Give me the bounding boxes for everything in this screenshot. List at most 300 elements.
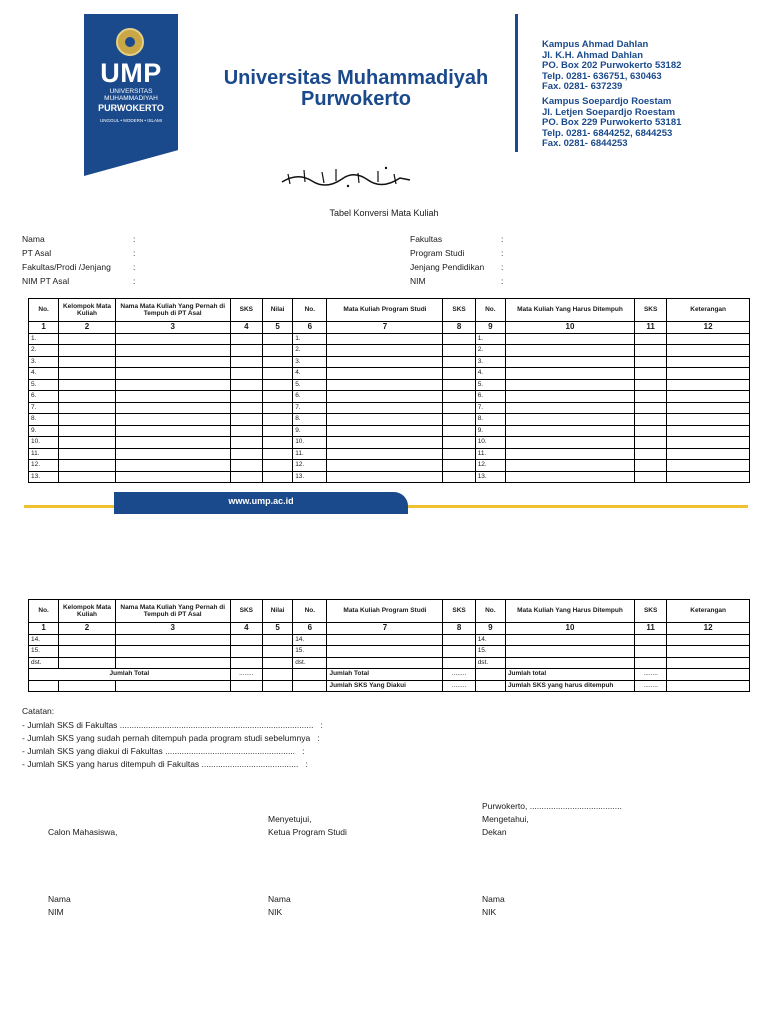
note-item: - Jumlah SKS di Fakultas .................................................................................. :	[22, 720, 323, 730]
logo-tagline: UNGGUL • MODERN • ISLAMI	[100, 118, 162, 123]
info-label: Jenjang Pendidikan	[410, 262, 485, 272]
table1-body	[29, 322, 750, 483]
table-cell	[59, 333, 115, 345]
table-cell	[59, 634, 115, 646]
table-cell	[635, 471, 667, 483]
table-cell	[635, 345, 667, 357]
table-cell	[327, 657, 443, 669]
table-cell	[327, 471, 443, 483]
campus1-line: Jl. K.H. Ahmad Dahlan	[542, 49, 643, 61]
logo-subtitle: UNIVERSITAS MUHAMMADIYAH	[104, 88, 158, 102]
table-cell	[505, 345, 634, 357]
table-cell	[262, 368, 292, 380]
table2-body	[29, 623, 750, 669]
signer3-pre: Mengetahui,	[482, 814, 529, 824]
table-row	[29, 402, 750, 414]
row-number: 11.	[293, 448, 327, 460]
table-row	[29, 368, 750, 380]
column-number: 6	[293, 322, 327, 334]
info-sep: :	[133, 248, 136, 258]
empty-cell	[59, 680, 115, 692]
table-cell	[262, 634, 292, 646]
table-cell	[443, 425, 475, 437]
table-cell	[262, 646, 292, 658]
row-number: 14.	[29, 634, 59, 646]
table-cell	[327, 634, 443, 646]
jumlah-total-label: Jumlah Total	[29, 669, 231, 681]
row-number: 6.	[293, 391, 327, 403]
row-number: 7.	[293, 402, 327, 414]
table-row	[29, 646, 750, 658]
table-cell	[443, 634, 475, 646]
sks-diakui-dots: ........	[443, 680, 475, 692]
table-cell	[262, 414, 292, 426]
info-sep: :	[133, 262, 136, 272]
column-number: 2	[59, 623, 115, 635]
row-number: 5.	[475, 379, 505, 391]
table-cell	[59, 646, 115, 658]
info-label: Nama	[22, 234, 45, 244]
row-number: 10.	[293, 437, 327, 449]
table-row	[29, 379, 750, 391]
table-cell	[505, 460, 634, 472]
column-number: 3	[115, 623, 230, 635]
row-number: 3.	[29, 356, 59, 368]
table-cell	[505, 402, 634, 414]
table-cell	[262, 437, 292, 449]
table-cell	[115, 657, 230, 669]
signer2-name: Nama	[268, 894, 291, 904]
signer2-role: Ketua Program Studi	[268, 827, 347, 837]
column-number: 6	[293, 623, 327, 635]
column-number: 1	[29, 322, 59, 334]
table-cell	[230, 356, 262, 368]
table-cell	[262, 379, 292, 391]
col-header: Kelompok Mata Kuliah	[59, 299, 115, 322]
row-number: dst.	[29, 657, 59, 669]
table-cell	[59, 402, 115, 414]
table-cell	[115, 414, 230, 426]
info-sep: :	[501, 248, 504, 258]
empty-cell	[262, 680, 292, 692]
table-cell	[443, 437, 475, 449]
table-cell	[115, 402, 230, 414]
empty-cell	[475, 669, 505, 681]
row-number: 9.	[475, 425, 505, 437]
col-header: No.	[29, 600, 59, 623]
table-cell	[505, 657, 634, 669]
column-number: 12	[667, 623, 750, 635]
table-cell	[667, 402, 750, 414]
notes-heading: Catatan:	[22, 706, 55, 716]
signer3-role: Dekan	[482, 827, 507, 837]
row-number: 14.	[475, 634, 505, 646]
row-number: 8.	[293, 414, 327, 426]
table-cell	[115, 333, 230, 345]
column-number-row	[29, 322, 750, 334]
column-number: 9	[475, 322, 505, 334]
table-cell	[505, 634, 634, 646]
column-number: 12	[667, 322, 750, 334]
jumlah-sks-harus-label: Jumlah SKS yang harus ditempuh	[505, 680, 634, 692]
table-cell	[115, 391, 230, 403]
table-cell	[635, 356, 667, 368]
table-cell	[667, 414, 750, 426]
table-cell	[262, 333, 292, 345]
col-header: SKS	[635, 600, 667, 623]
table-cell	[635, 646, 667, 658]
info-sep: :	[501, 276, 504, 286]
table-cell	[262, 356, 292, 368]
table-row	[29, 425, 750, 437]
table-cell	[635, 448, 667, 460]
row-number: 4.	[475, 368, 505, 380]
table-cell	[505, 425, 634, 437]
info-label: PT Asal	[22, 248, 52, 258]
table-cell	[635, 460, 667, 472]
column-number: 3	[115, 322, 230, 334]
col-header: Mata Kuliah Program Studi	[327, 299, 443, 322]
table-cell	[230, 379, 262, 391]
table-cell	[59, 471, 115, 483]
jumlah-total-label: Jumlah Total	[327, 669, 443, 681]
row-number: 10.	[29, 437, 59, 449]
table-cell	[505, 391, 634, 403]
table-cell	[230, 448, 262, 460]
table-cell	[667, 425, 750, 437]
table-cell	[327, 368, 443, 380]
table-cell	[115, 437, 230, 449]
table-cell	[115, 379, 230, 391]
table-cell	[327, 414, 443, 426]
column-number: 4	[230, 623, 262, 635]
total-sks-dots: ........	[443, 669, 475, 681]
table-cell	[505, 448, 634, 460]
campus1-line: Kampus Ahmad Dahlan	[542, 39, 649, 50]
table-cell	[667, 634, 750, 646]
table-cell	[635, 391, 667, 403]
table-cell	[667, 379, 750, 391]
table-row	[29, 391, 750, 403]
header-divider	[515, 14, 518, 152]
column-number: 10	[505, 623, 634, 635]
table-cell	[230, 471, 262, 483]
row-number: 12.	[29, 460, 59, 472]
empty-cell	[293, 680, 327, 692]
row-number: 7.	[29, 402, 59, 414]
row-number: 13.	[475, 471, 505, 483]
table-cell	[667, 356, 750, 368]
empty-cell	[667, 669, 750, 681]
table-cell	[115, 646, 230, 658]
table-cell	[667, 646, 750, 658]
column-number: 10	[505, 322, 634, 334]
col-header: No.	[475, 600, 505, 623]
col-header: No.	[29, 299, 59, 322]
empty-cell	[262, 669, 292, 681]
row-number: 12.	[475, 460, 505, 472]
total-sks-dots: ........	[230, 669, 262, 681]
table-cell	[443, 448, 475, 460]
table-row	[29, 333, 750, 345]
col-header: No.	[293, 299, 327, 322]
campus2-line: PO. Box 229 Purwokerto 53181	[542, 117, 682, 128]
info-label: Fakultas/Prodi /Jenjang	[22, 262, 111, 272]
signer1-role: Calon Mahasiswa,	[48, 827, 118, 837]
row-number: 2.	[475, 345, 505, 357]
table-cell	[327, 391, 443, 403]
campus2-address	[542, 97, 742, 150]
table-cell	[262, 657, 292, 669]
info-label: Fakultas	[410, 234, 443, 244]
table-cell	[230, 345, 262, 357]
table-row	[29, 356, 750, 368]
column-number: 5	[262, 322, 292, 334]
table-cell	[635, 379, 667, 391]
column-number: 11	[635, 322, 667, 334]
table-row	[29, 437, 750, 449]
col-header: Kelompok Mata Kuliah	[59, 600, 115, 623]
table-cell	[327, 437, 443, 449]
table-cell	[667, 391, 750, 403]
empty-cell	[475, 680, 505, 692]
table-cell	[635, 634, 667, 646]
row-number: 6.	[29, 391, 59, 403]
conversion-table-page1	[28, 298, 750, 483]
table-cell	[443, 356, 475, 368]
table-cell	[667, 333, 750, 345]
col-header: SKS	[635, 299, 667, 322]
table-cell	[667, 657, 750, 669]
column-number: 1	[29, 623, 59, 635]
table-cell	[59, 460, 115, 472]
column-number: 11	[635, 623, 667, 635]
sks-summary-row	[29, 680, 750, 692]
row-number: 4.	[29, 368, 59, 380]
column-number: 9	[475, 623, 505, 635]
row-number: 4.	[293, 368, 327, 380]
table-cell	[327, 333, 443, 345]
table-cell	[262, 391, 292, 403]
col-header: SKS	[230, 299, 262, 322]
table-cell	[59, 414, 115, 426]
column-number: 5	[262, 623, 292, 635]
info-label: NIM	[410, 276, 426, 286]
note-item: - Jumlah SKS yang harus ditempuh di Fakultas ......................................... :	[22, 759, 308, 769]
logo-subtitle-city: PURWOKERTO	[98, 103, 164, 113]
empty-cell	[29, 680, 59, 692]
table-cell	[115, 448, 230, 460]
col-header: Keterangan	[667, 600, 750, 623]
total-sks-dots: ........	[635, 669, 667, 681]
empty-cell	[667, 680, 750, 692]
table-cell	[59, 657, 115, 669]
row-number: 2.	[293, 345, 327, 357]
table-row	[29, 345, 750, 357]
row-number: 13.	[29, 471, 59, 483]
info-sep: :	[501, 262, 504, 272]
table-cell	[667, 345, 750, 357]
row-number: 15.	[29, 646, 59, 658]
col-header: SKS	[230, 600, 262, 623]
table-cell	[262, 345, 292, 357]
signer3-id: NIK	[482, 907, 497, 917]
col-header: SKS	[443, 299, 475, 322]
table-cell	[443, 471, 475, 483]
table-cell	[115, 425, 230, 437]
table-cell	[667, 368, 750, 380]
table-cell	[327, 379, 443, 391]
table-cell	[667, 471, 750, 483]
table-cell	[505, 471, 634, 483]
note-item: - Jumlah SKS yang diakui di Fakultas ....................................................... :	[22, 746, 305, 756]
table-cell	[505, 356, 634, 368]
empty-cell	[293, 669, 327, 681]
table-cell	[635, 437, 667, 449]
col-header: Mata Kuliah Yang Harus Ditempuh	[505, 299, 634, 322]
table-cell	[262, 425, 292, 437]
table-cell	[262, 402, 292, 414]
col-header: Nilai	[262, 600, 292, 623]
conversion-table-page2	[28, 599, 750, 692]
campus1-line: Fax. 0281- 637239	[542, 81, 623, 92]
row-number: 3.	[293, 356, 327, 368]
table-cell	[230, 333, 262, 345]
col-header: SKS	[443, 600, 475, 623]
table-cell	[327, 448, 443, 460]
document-title: Tabel Konversi Mata Kuliah	[329, 208, 439, 218]
table-cell	[443, 368, 475, 380]
column-number: 8	[443, 322, 475, 334]
row-number: 7.	[475, 402, 505, 414]
table-cell	[327, 425, 443, 437]
row-number: 9.	[293, 425, 327, 437]
table-cell	[327, 356, 443, 368]
logo-text: UMP	[100, 58, 162, 88]
university-seal-icon	[116, 28, 144, 56]
row-number: 9.	[29, 425, 59, 437]
info-sep: :	[501, 234, 504, 244]
table-cell	[59, 345, 115, 357]
row-number: 11.	[475, 448, 505, 460]
table-cell	[262, 471, 292, 483]
signer2-pre: Menyetujui,	[268, 814, 312, 824]
table-cell	[115, 460, 230, 472]
table-row	[29, 471, 750, 483]
row-number: 5.	[293, 379, 327, 391]
campus2-line: Telp. 0281- 6844252, 6844253	[542, 127, 673, 139]
row-number: 15.	[475, 646, 505, 658]
table-row	[29, 460, 750, 472]
table-cell	[443, 646, 475, 658]
col-header: Keterangan	[667, 299, 750, 322]
column-number: 2	[59, 322, 115, 334]
table-cell	[443, 657, 475, 669]
column-number: 8	[443, 623, 475, 635]
table-row	[29, 657, 750, 669]
signer3-name: Nama	[482, 894, 505, 904]
row-number: 1.	[293, 333, 327, 345]
table-cell	[59, 448, 115, 460]
table-cell	[115, 634, 230, 646]
bismillah-calligraphy-icon	[278, 164, 414, 190]
table-cell	[635, 657, 667, 669]
table-cell	[505, 437, 634, 449]
campus1-address	[542, 40, 742, 93]
table-row	[29, 448, 750, 460]
table-cell	[230, 368, 262, 380]
table-cell	[505, 333, 634, 345]
table-cell	[667, 448, 750, 460]
table-cell	[327, 460, 443, 472]
table-cell	[635, 333, 667, 345]
table-header-row	[29, 299, 750, 322]
table-cell	[230, 414, 262, 426]
col-header: Nilai	[262, 299, 292, 322]
signer1-id: NIM	[48, 907, 64, 917]
row-number: 5.	[29, 379, 59, 391]
row-number: 12.	[293, 460, 327, 472]
campus1-line: PO. Box 202 Purwokerto 53182	[542, 60, 682, 71]
table-cell	[505, 414, 634, 426]
signer2-id: NIK	[268, 907, 283, 917]
info-sep: :	[133, 276, 136, 286]
table-cell	[230, 437, 262, 449]
col-header: Mata Kuliah Program Studi	[327, 600, 443, 623]
table-cell	[230, 402, 262, 414]
col-header: Nama Mata Kuliah Yang Pernah di Tempuh di PT Asal	[115, 299, 230, 322]
table-cell	[59, 356, 115, 368]
table-cell	[443, 379, 475, 391]
row-number: 11.	[29, 448, 59, 460]
place-date: Purwokerto, .......................................	[482, 801, 622, 811]
table-cell	[327, 345, 443, 357]
table-cell	[505, 646, 634, 658]
table-cell	[327, 646, 443, 658]
col-header: No.	[475, 299, 505, 322]
totals-row	[29, 669, 750, 681]
table-cell	[443, 402, 475, 414]
table-header-row	[29, 600, 750, 623]
row-number: 15.	[293, 646, 327, 658]
sks-harus-dots: ........	[635, 680, 667, 692]
row-number: 1.	[29, 333, 59, 345]
campus2-line: Jl. Letjen Soepardjo Roestam	[542, 106, 676, 118]
row-number: 14.	[293, 634, 327, 646]
table-cell	[262, 448, 292, 460]
table-cell	[59, 391, 115, 403]
table-cell	[635, 402, 667, 414]
campus2-line: Kampus Soepardjo Roestam	[542, 96, 672, 107]
note-item: - Jumlah SKS yang sudah pernah ditempuh pada program studi sebelumnya :	[22, 733, 320, 743]
row-number: 10.	[475, 437, 505, 449]
row-number: 6.	[475, 391, 505, 403]
table-cell	[505, 379, 634, 391]
table-cell	[443, 391, 475, 403]
table-cell	[230, 657, 262, 669]
empty-cell	[230, 680, 262, 692]
campus1-line: Telp. 0281- 636751, 630463	[542, 70, 662, 82]
table-cell	[230, 391, 262, 403]
university-name: Universitas Muhammadiyah Purwokerto	[223, 67, 489, 110]
row-number: dst.	[293, 657, 327, 669]
table-cell	[327, 402, 443, 414]
info-sep: :	[133, 234, 136, 244]
table-cell	[443, 345, 475, 357]
jumlah-total-label: Jumlah total	[505, 669, 634, 681]
table-cell	[115, 471, 230, 483]
row-number: 2.	[29, 345, 59, 357]
